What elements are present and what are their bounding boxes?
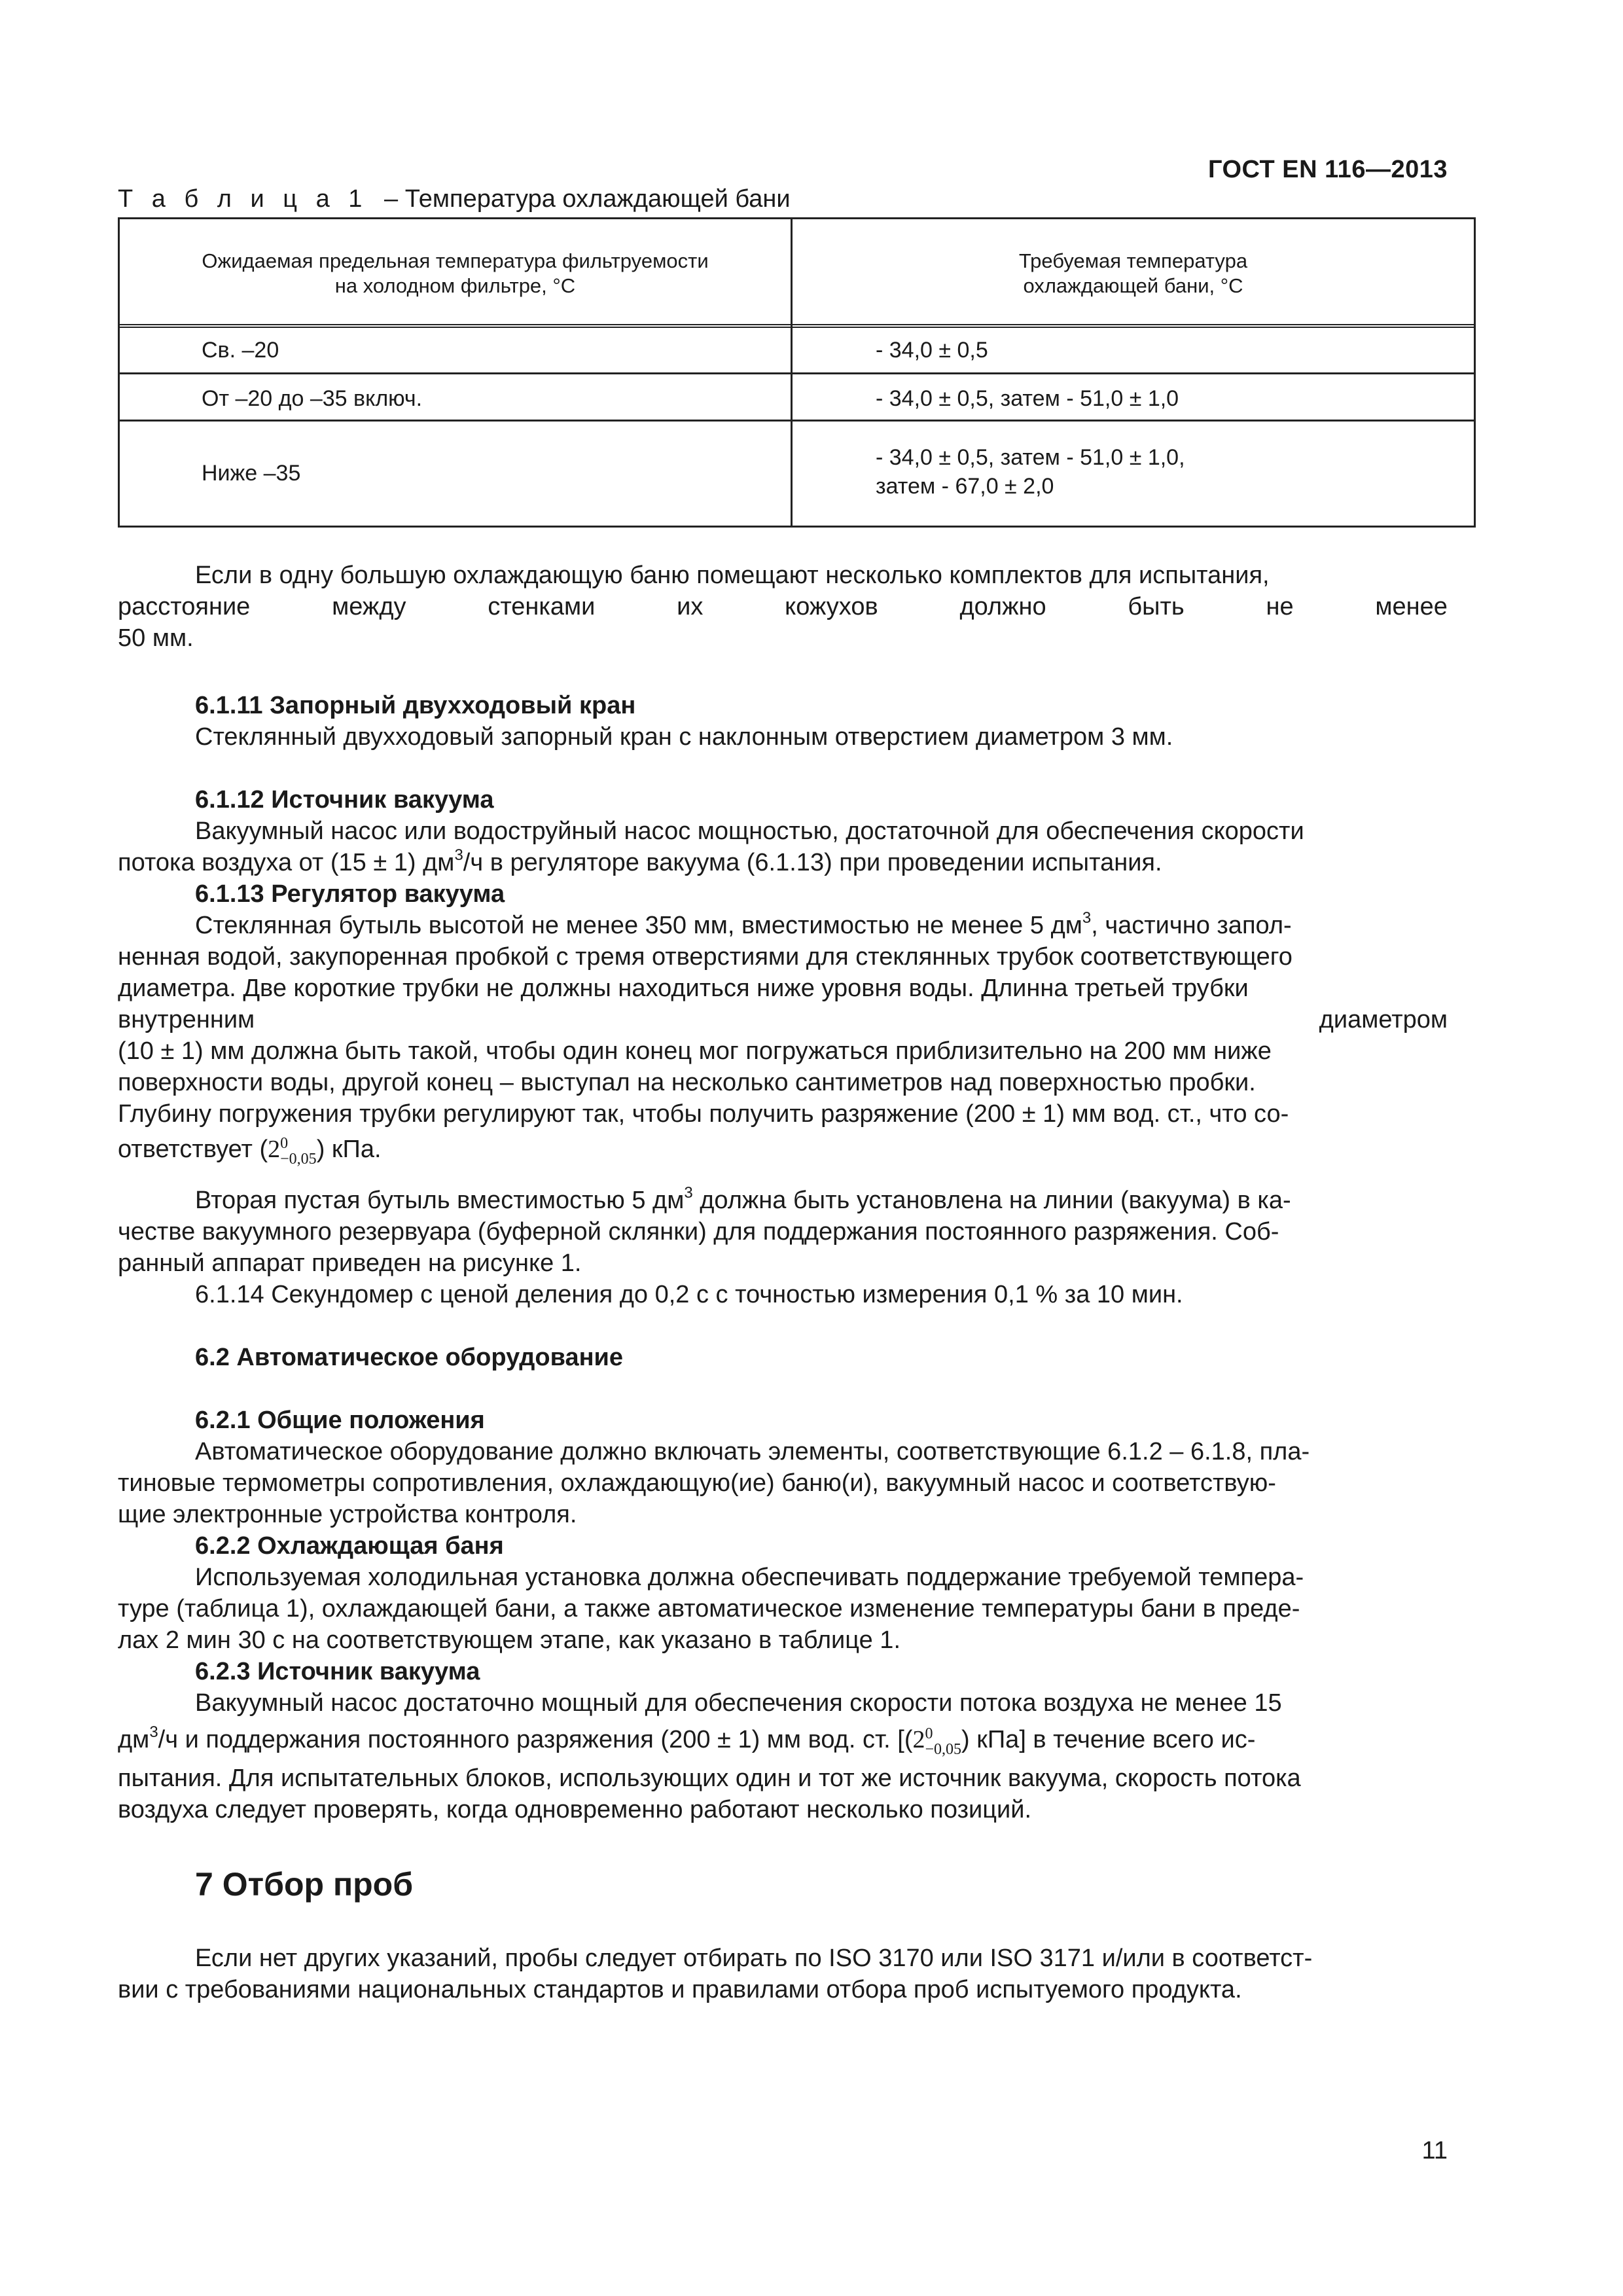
standard-header: ГОСТ EN 116—2013	[1207, 156, 1448, 183]
table-caption-label: Т а б л и ц а 1	[118, 185, 368, 213]
pressure-formula: 2 0 −0,05	[912, 1725, 962, 1759]
table-header-col1: Ожидаемая предельная температура фильтруемости на холодном фильтре, °С	[202, 249, 709, 297]
section-title: 6.2.2 Охлаждающая баня	[195, 1532, 504, 1560]
section-7-text: Если нет других указаний, пробы следует отбирать по ISO 3170 или ISO 3171 и/или в соответст- вии с требованиями национальных стандартов и правилами отбора проб испытуемого продукта.	[118, 1945, 1313, 2003]
section-title: 6.2 Автоматическое оборудование	[195, 1344, 624, 1371]
table-caption	[118, 185, 791, 213]
section-6-1-13: 6.1.13 Регулятор вакуума Стеклянная бутыль высотой не менее 350 мм, вместимостью не менее 5 $дм^3$, частично запол- ненная водой, закупоренная пробкой с тремя отверстиями для стеклянных трубок соответствующего диаметра. Две короткие трубки не должны находиться ниже уровня воды. Длинна третьей трубки внутренним диаметром (10 ± 1) мм должна быть такой, чтобы один конец мог погружаться приблизительно на 200 мм ниже поверхности воды, другой конец – выступал на несколько сантиметров над поверхностью пробки. Глубину погружения трубки регулируют так, чтобы получить разряжение (200 ± 1) мм вод. ст., что со- ответствует (2 0 −0,05 ) кПа.	[118, 878, 1448, 1167]
table-header-divider	[120, 324, 1474, 328]
formula-line: $дм^3/ч$ и поддержания постоянного разряжения (200 ± 1) мм вод. ст. [(2 0 −0,05 ) кПа] в течение всего ис-	[118, 1723, 1256, 1759]
page-number: 11	[1421, 2137, 1448, 2164]
section-7	[118, 1866, 1448, 1903]
section-title: 6.1.11 Запорный двухходовый кран	[195, 692, 636, 719]
table-cell: От –20 до –35 включ.	[202, 386, 423, 411]
table-row-divider	[120, 372, 1474, 374]
section-6-2-1: 6.2.1 Общие положения Автоматическое оборудование должно включать элементы, соответствующие 6.1.2 – 6.1.8, пла- тиновые термометры сопротивления, охлаждающую(ие) баню(и), вакуумный насос и соответствую- щие электронные устройства контроля. 6.2.2 Охлаждающая баня Используемая холодильная установка должна обеспечивать поддержание требуемой темпера- туре (таблица 1), охлаждающей бани, а также автоматическое изменение температуры бани в преде- лах 2 мин 30 с на соответствующем этапе, как указано в таблице 1. 6.2.3 Источник вакуума Вакуумный насос достаточно мощный для обеспечения скорости потока воздуха не менее 15 $дм^3/ч$ и поддержания постоянного разряжения (200 ± 1) мм вод. ст. [(2 0 −0,05 ) кПа] в течение всего ис- пытания. Для испытательных блоков, использующих один и тот же источник вакуума, скорость потока воздуха следует проверять, когда одновременно работают несколько позиций.	[118, 1405, 1448, 1825]
section-title: 6.1.12 Источник вакуума	[195, 786, 494, 814]
section-title: 6.1.13 Регулятор вакуума	[195, 880, 505, 908]
section-title: 6.2.1 Общие положения	[195, 1407, 485, 1434]
justified-line: расстояние между стенками их кожухов должно быть не менее	[118, 593, 1448, 620]
pressure-formula: 2 0 −0,05	[268, 1135, 317, 1168]
paragraph-second-bottle: Вторая пустая бутыль вместимостью 5 $дм^3$ должна быть установлена на линии (вакуума) в ка- честве вакуумного резервуара (буферной склянки) для поддержания постоянного разряжения. Соб- ранный аппарат приведен на рисунке 1. 6.1.14 Секундомер с ценой деления до 0,2 с с точностью измерения 0,1 % за 10 мин.	[118, 1185, 1448, 1310]
table-cell: - 34,0 ± 0,5	[876, 338, 988, 363]
table-caption-text: – Температура охлаждающей бани	[377, 185, 791, 213]
section-6-1-14: 6.1.14 Секундомер с ценой деления до 0,2 с с точностью измерения 0,1 % за 10 мин.	[195, 1281, 1183, 1308]
table-cell: - 34,0 ± 0,5, затем - 51,0 ± 1,0	[876, 386, 1179, 411]
formula-line: ответствует (2 0 −0,05 ) кПа.	[118, 1135, 382, 1168]
section-title: 6.2.3 Источник вакуума	[195, 1658, 480, 1685]
table-cell: - 34,0 ± 0,5, затем - 51,0 ± 1,0, затем - 67,0 ± 2,0	[876, 445, 1185, 499]
temperature-table	[118, 217, 1476, 528]
section-title: 7 Отбор проб	[195, 1866, 414, 1903]
table-header-col2: Требуемая температура охлаждающей бани, °С	[1018, 249, 1248, 297]
justified-line: внутренним диаметром	[118, 1006, 1448, 1033]
table-cell: Св. –20	[202, 338, 279, 363]
section-6-1-11: 6.1.11 Запорный двухходовый кран Стеклянный двухходовый запорный кран с наклонным отверстием диаметром 3 мм.	[118, 690, 1448, 753]
table-row-divider	[120, 420, 1474, 422]
section-6-1-12: 6.1.12 Источник вакуума Вакуумный насос или водоструйный насос мощностью, достаточной для обеспечения скорости потока воздуха от (15 ± 1) $дм^3/ч$ в регуляторе вакуума (6.1.13) при проведении испытания.	[118, 784, 1448, 878]
paragraph-bath-spacing: Если в одну большую охлаждающую баню помещают несколько комплектов для испытания, расстояние между стенками их кожухов должно быть не менее 50 мм.	[118, 562, 1448, 652]
table-cell: Ниже –35	[202, 461, 301, 486]
section-6-2	[118, 1342, 1448, 1373]
